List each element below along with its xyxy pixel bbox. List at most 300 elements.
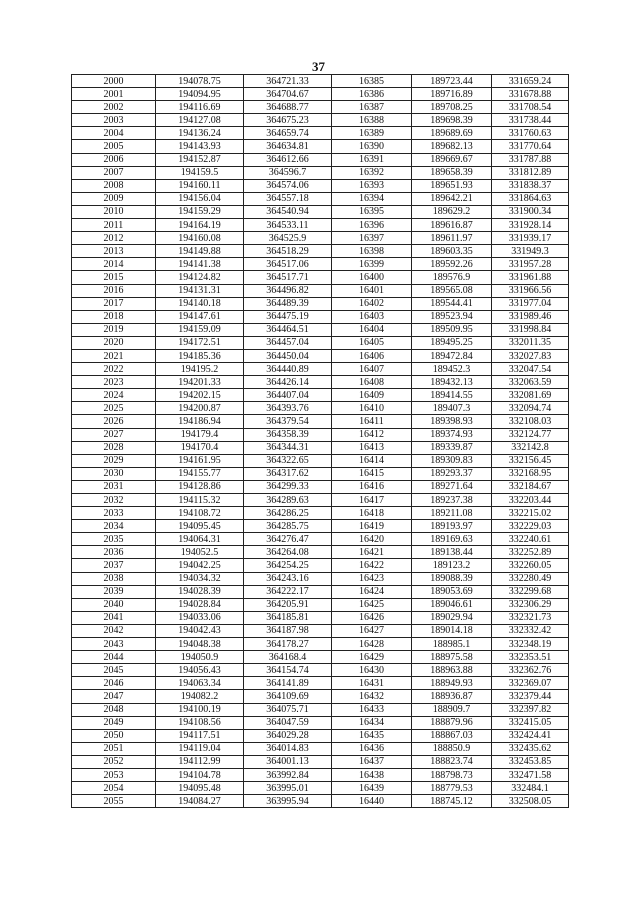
table-cell: 2042 [72,624,156,637]
table-cell: 189544.41 [412,297,492,310]
table-cell: 331977.04 [492,297,569,310]
table-cell: 194156.04 [156,192,244,205]
table-cell: 188798.73 [412,768,492,781]
table-cell: 16410 [332,402,412,415]
table-cell: 2006 [72,153,156,166]
table-row [72,690,569,703]
table-cell: 194042.25 [156,559,244,572]
table-cell: 16428 [332,638,412,651]
table-row [72,75,569,88]
table-cell: 364254.25 [244,559,332,572]
table-cell: 16409 [332,389,412,402]
page-number: 37 [312,59,325,74]
table-row [72,729,569,742]
table-cell: 16432 [332,690,412,703]
table-cell: 364178.27 [244,638,332,651]
table-cell: 2054 [72,782,156,795]
table-cell: 194152.87 [156,153,244,166]
table-cell: 194124.82 [156,271,244,284]
table-cell: 189658.39 [412,166,492,179]
table-cell: 364426.14 [244,376,332,389]
table-row [72,598,569,611]
table-cell: 189053.69 [412,585,492,598]
table-cell: 16424 [332,585,412,598]
table-cell: 2041 [72,611,156,624]
table-cell: 16392 [332,166,412,179]
table-row [72,507,569,520]
table-cell: 188909.7 [412,703,492,716]
table-cell: 189669.67 [412,153,492,166]
table-row [72,349,569,362]
table-cell: 16401 [332,284,412,297]
table-cell: 2055 [72,795,156,808]
table-cell: 364187.98 [244,624,332,637]
table-cell: 364496.82 [244,284,332,297]
table-cell: 194115.32 [156,494,244,507]
table-cell: 331760.63 [492,127,569,140]
table-row [72,297,569,310]
table-cell: 16408 [332,376,412,389]
table-cell: 332203.44 [492,494,569,507]
table-cell: 332215.02 [492,507,569,520]
table-cell: 16422 [332,559,412,572]
table-cell: 194147.61 [156,310,244,323]
table-cell: 331787.88 [492,153,569,166]
table-row [72,703,569,716]
table-row [72,153,569,166]
table-cell: 364525.9 [244,232,332,245]
table-cell: 364299.33 [244,480,332,493]
table-cell: 194141.38 [156,258,244,271]
table-cell: 16407 [332,363,412,376]
table-row [72,533,569,546]
table-cell: 2026 [72,415,156,428]
table-cell: 16391 [332,153,412,166]
table-cell: 332027.83 [492,349,569,362]
table-row [72,638,569,651]
table-cell: 2028 [72,441,156,454]
table-cell: 16419 [332,520,412,533]
table-cell: 16389 [332,127,412,140]
table-cell: 332332.42 [492,624,569,637]
table-cell: 16387 [332,101,412,114]
table-row [72,284,569,297]
table-cell: 363992.84 [244,768,332,781]
table-cell: 189138.44 [412,546,492,559]
table-cell: 364634.81 [244,140,332,153]
table-cell: 364574.06 [244,179,332,192]
table-cell: 189611.97 [412,232,492,245]
table-cell: 364243.16 [244,572,332,585]
table-cell: 16433 [332,703,412,716]
table-cell: 2010 [72,205,156,218]
table-row [72,441,569,454]
table-cell: 332397.82 [492,703,569,716]
table-row [72,651,569,664]
table-cell: 16429 [332,651,412,664]
table-cell: 189682.13 [412,140,492,153]
table-cell: 332321.73 [492,611,569,624]
table-cell: 194056.43 [156,664,244,677]
table-cell: 16421 [332,546,412,559]
table-cell: 16385 [332,75,412,88]
table-cell: 332063.59 [492,376,569,389]
table-cell: 332156.45 [492,454,569,467]
table-cell: 16427 [332,624,412,637]
table-row [72,258,569,271]
table-cell: 364141.89 [244,677,332,690]
table-row [72,376,569,389]
table-cell: 364154.74 [244,664,332,677]
table-cell: 364457.04 [244,336,332,349]
table-row [72,415,569,428]
table-cell: 194094.95 [156,88,244,101]
table-cell: 2038 [72,572,156,585]
table-cell: 332280.49 [492,572,569,585]
table-cell: 332348.19 [492,638,569,651]
table-cell: 2044 [72,651,156,664]
table-cell: 189432.13 [412,376,492,389]
table-cell: 2023 [72,376,156,389]
table-cell: 16395 [332,205,412,218]
table-cell: 194160.08 [156,232,244,245]
table-row [72,664,569,677]
table-row [72,402,569,415]
table-cell: 16438 [332,768,412,781]
table-cell: 2043 [72,638,156,651]
table-cell: 189169.63 [412,533,492,546]
table-cell: 194195.2 [156,363,244,376]
table-cell: 2011 [72,219,156,232]
table-cell: 2048 [72,703,156,716]
table-cell: 2032 [72,494,156,507]
table-cell: 189014.18 [412,624,492,637]
table-cell: 2029 [72,454,156,467]
table-row [72,179,569,192]
table-cell: 364014.83 [244,742,332,755]
table-cell: 2049 [72,716,156,729]
table-cell: 194082.2 [156,690,244,703]
table-row [72,795,569,808]
table-cell: 194084.27 [156,795,244,808]
table-cell: 332047.54 [492,363,569,376]
table-cell: 2003 [72,114,156,127]
table-cell: 332252.89 [492,546,569,559]
table-cell: 2053 [72,768,156,781]
table-cell: 189029.94 [412,611,492,624]
table-cell: 332424.41 [492,729,569,742]
table-cell: 2005 [72,140,156,153]
table-row [72,127,569,140]
table-cell: 194104.78 [156,768,244,781]
table-cell: 194164.19 [156,219,244,232]
table-cell: 2033 [72,507,156,520]
table-cell: 194200.87 [156,402,244,415]
table-cell: 16390 [332,140,412,153]
table-cell: 194064.31 [156,533,244,546]
table-cell: 2020 [72,336,156,349]
table-cell: 2016 [72,284,156,297]
table-cell: 16415 [332,467,412,480]
table-cell: 16403 [332,310,412,323]
table-cell: 189271.64 [412,480,492,493]
table-cell: 194201.33 [156,376,244,389]
table-cell: 16411 [332,415,412,428]
table-cell: 16423 [332,572,412,585]
table-cell: 363995.94 [244,795,332,808]
table-cell: 189708.25 [412,101,492,114]
table-cell: 331659.24 [492,75,569,88]
table-row [72,546,569,559]
table-cell: 331678.88 [492,88,569,101]
table-cell: 332094.74 [492,402,569,415]
table-row [72,572,569,585]
table-cell: 16404 [332,323,412,336]
table-cell: 188867.03 [412,729,492,742]
table-cell: 2045 [72,664,156,677]
table-cell: 364489.39 [244,297,332,310]
table-cell: 194170.4 [156,441,244,454]
table-cell: 189716.89 [412,88,492,101]
table-cell: 364264.08 [244,546,332,559]
table-cell: 364285.75 [244,520,332,533]
table-row [72,624,569,637]
table-cell: 331812.89 [492,166,569,179]
table-cell: 364475.19 [244,310,332,323]
table-cell: 16425 [332,598,412,611]
table-cell: 16431 [332,677,412,690]
table-cell: 194179.4 [156,428,244,441]
table-cell: 16439 [332,782,412,795]
table-cell: 2017 [72,297,156,310]
table-cell: 16418 [332,507,412,520]
table-cell: 189193.97 [412,520,492,533]
table-cell: 2014 [72,258,156,271]
table-cell: 16436 [332,742,412,755]
table-cell: 364540.94 [244,205,332,218]
table-cell: 364721.33 [244,75,332,88]
table-cell: 189616.87 [412,219,492,232]
table-row [72,310,569,323]
table-cell: 364518.29 [244,245,332,258]
table-cell: 189592.26 [412,258,492,271]
table-cell: 2007 [72,166,156,179]
table-cell: 363995.01 [244,782,332,795]
table-cell: 364344.31 [244,441,332,454]
table-cell: 2013 [72,245,156,258]
table-cell: 2046 [72,677,156,690]
table-cell: 364322.65 [244,454,332,467]
table-row [72,782,569,795]
table-cell: 332306.29 [492,598,569,611]
table-cell: 332453.85 [492,755,569,768]
table-cell: 16397 [332,232,412,245]
table-cell: 189309.83 [412,454,492,467]
table-cell: 194028.39 [156,585,244,598]
table-cell: 364517.06 [244,258,332,271]
table-row [72,205,569,218]
table-row [72,454,569,467]
table-cell: 16386 [332,88,412,101]
table-row [72,323,569,336]
table-cell: 364675.23 [244,114,332,127]
table-cell: 189576.9 [412,271,492,284]
table-cell: 189088.39 [412,572,492,585]
table-row [72,101,569,114]
table-cell: 194050.9 [156,651,244,664]
table-cell: 364109.69 [244,690,332,703]
table-cell: 189414.55 [412,389,492,402]
table-cell: 332081.69 [492,389,569,402]
table-cell: 16388 [332,114,412,127]
table-cell: 194028.84 [156,598,244,611]
table-row [72,768,569,781]
table-cell: 364450.04 [244,349,332,362]
table-cell: 2024 [72,389,156,402]
table-row [72,232,569,245]
table-cell: 194128.86 [156,480,244,493]
table-cell: 2051 [72,742,156,755]
table-cell: 194159.5 [156,166,244,179]
table-cell: 2012 [72,232,156,245]
table-cell: 2022 [72,363,156,376]
table-cell: 189123.2 [412,559,492,572]
table-cell: 332240.61 [492,533,569,546]
table-cell: 332142.8 [492,441,569,454]
table-cell: 16434 [332,716,412,729]
table-cell: 188779.53 [412,782,492,795]
table-cell: 364029.28 [244,729,332,742]
table-cell: 364379.54 [244,415,332,428]
table-row [72,716,569,729]
table-cell: 332011.35 [492,336,569,349]
table-row [72,363,569,376]
table-cell: 194108.56 [156,716,244,729]
table-cell: 189293.37 [412,467,492,480]
table-cell: 194112.99 [156,755,244,768]
table-row [72,245,569,258]
table-cell: 189398.93 [412,415,492,428]
table-row [72,114,569,127]
table-row [72,88,569,101]
table-row [72,428,569,441]
table-cell: 2052 [72,755,156,768]
table-cell: 331708.54 [492,101,569,114]
table-cell: 331838.37 [492,179,569,192]
table-row [72,166,569,179]
table-cell: 364185.81 [244,611,332,624]
table-cell: 194131.31 [156,284,244,297]
table-cell: 331900.34 [492,205,569,218]
table-cell: 189237.38 [412,494,492,507]
table-cell: 332184.67 [492,480,569,493]
table-cell: 364557.18 [244,192,332,205]
table-cell: 332369.07 [492,677,569,690]
table-cell: 364440.89 [244,363,332,376]
table-cell: 16405 [332,336,412,349]
table-cell: 188745.12 [412,795,492,808]
table-cell: 189495.25 [412,336,492,349]
table-cell: 194202.15 [156,389,244,402]
table-cell: 364612.66 [244,153,332,166]
table-cell: 332508.05 [492,795,569,808]
table-cell: 331989.46 [492,310,569,323]
table-cell: 332435.62 [492,742,569,755]
table-cell: 364407.04 [244,389,332,402]
table-cell: 194117.51 [156,729,244,742]
table-cell: 332108.03 [492,415,569,428]
table-cell: 331998.84 [492,323,569,336]
table-cell: 194127.08 [156,114,244,127]
table-cell: 332168.95 [492,467,569,480]
table-cell: 189642.21 [412,192,492,205]
table-row [72,742,569,755]
table-cell: 194149.88 [156,245,244,258]
table-cell: 364317.62 [244,467,332,480]
table-cell: 364704.67 [244,88,332,101]
table-cell: 2036 [72,546,156,559]
table-cell: 364659.74 [244,127,332,140]
table-cell: 189211.08 [412,507,492,520]
table-cell: 194161.95 [156,454,244,467]
table-cell: 194172.51 [156,336,244,349]
table-cell: 194186.94 [156,415,244,428]
table-row [72,494,569,507]
table-cell: 364286.25 [244,507,332,520]
table-cell: 16413 [332,441,412,454]
table-cell: 188850.9 [412,742,492,755]
table-row [72,271,569,284]
table-cell: 364517.71 [244,271,332,284]
table-cell: 332353.51 [492,651,569,664]
table-cell: 188949.93 [412,677,492,690]
table-cell: 16414 [332,454,412,467]
table-cell: 364688.77 [244,101,332,114]
table-cell: 16416 [332,480,412,493]
coordinates-table-body [72,75,569,808]
table-row [72,611,569,624]
table-row [72,520,569,533]
table-cell: 364075.71 [244,703,332,716]
table-cell: 188936.87 [412,690,492,703]
table-cell: 2009 [72,192,156,205]
table-cell: 364047.59 [244,716,332,729]
table-cell: 331928.14 [492,219,569,232]
table-cell: 194095.48 [156,782,244,795]
table-cell: 194160.11 [156,179,244,192]
table-cell: 194119.04 [156,742,244,755]
table-cell: 194042.43 [156,624,244,637]
table-cell: 364393.76 [244,402,332,415]
table-cell: 189046.61 [412,598,492,611]
table-cell: 188985.1 [412,638,492,651]
coordinates-table [71,74,569,808]
table-cell: 364596.7 [244,166,332,179]
table-row [72,467,569,480]
table-cell: 16430 [332,664,412,677]
table-row [72,219,569,232]
table-cell: 332299.68 [492,585,569,598]
table-cell: 2027 [72,428,156,441]
table-cell: 331949.3 [492,245,569,258]
table-cell: 194159.29 [156,205,244,218]
table-cell: 364001.13 [244,755,332,768]
table-cell: 331864.63 [492,192,569,205]
table-cell: 2004 [72,127,156,140]
table-cell: 16412 [332,428,412,441]
table-cell: 2015 [72,271,156,284]
table-cell: 16402 [332,297,412,310]
